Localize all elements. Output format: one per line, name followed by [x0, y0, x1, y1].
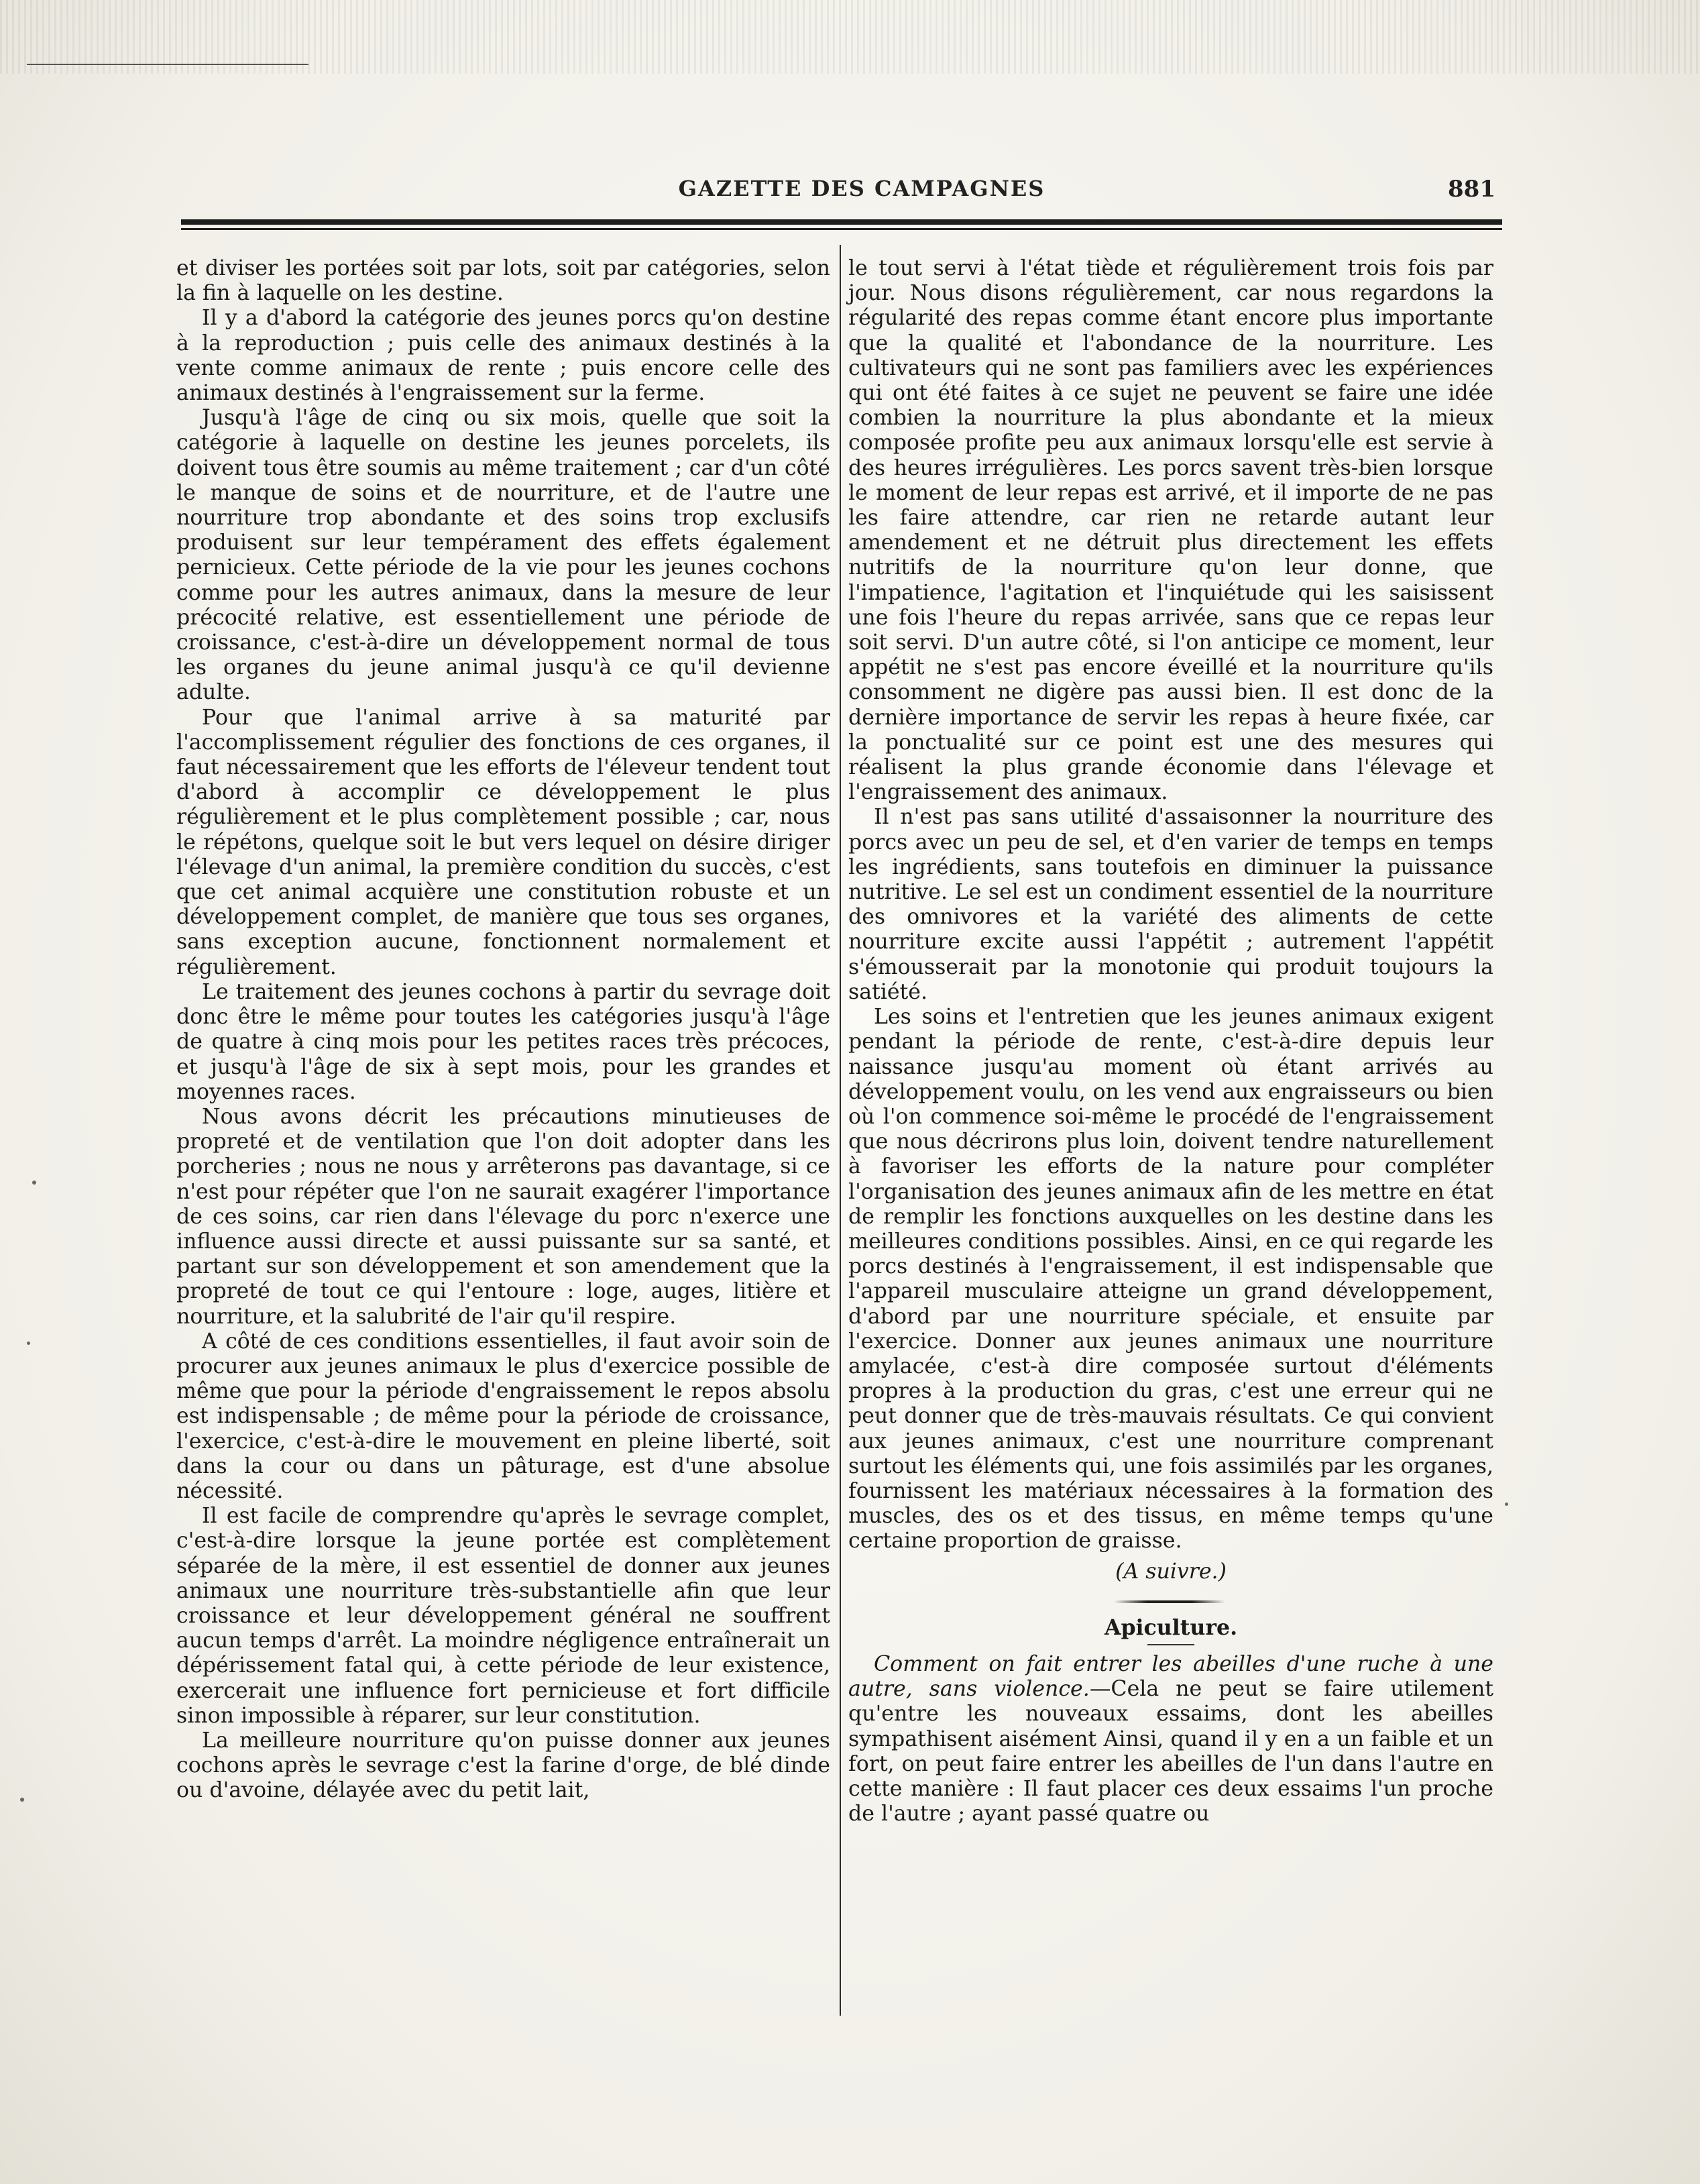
scan-speck [1505, 1503, 1508, 1506]
paragraph: Il n'est pas sans utilité d'assaisonner la nourriture des porcs avec un peu de sel, et d'en varier de temps en temps les ingrédients, sans toutefois en diminuer la puissance nutritive. Le sel est un condiment essentiel de la nourriture des omnivores et la variété des aliments de cette nourriture excite aussi l'appétit ; autrement l'appétit s'émousserait par la monotonie qui produit toujours la satiété. [848, 805, 1493, 1004]
paragraph: Le traitement des jeunes cochons à partir du sevrage doit donc être le même pour toutes les catégories jusqu'à l'âge de quatre à cinq mois pour les petites races très précoces, et jusqu'à l'âge de six à sept mois, pour les grandes et moyennes races. [176, 979, 830, 1104]
scan-noise-top [0, 0, 1700, 74]
page-number: 881 [1448, 176, 1495, 203]
section-separator [848, 1591, 1493, 1614]
paragraph: La meilleure nourriture qu'on puisse donner aux jeunes cochons après le sevrage c'est la farine d'orge, de blé dinde ou d'avoine, délayée avec du petit lait, [176, 1728, 830, 1803]
scan-speck [32, 1181, 36, 1185]
apiculture-text: —Cela ne peut se faire utilement qu'entre les nouveaux essaims, dont les abeilles sympathisent aisément Ainsi, quand il y en a un faible et un fort, on peut faire entrer les abeilles de l'un dans l'autre en cette manière : Il faut placer ces deux essaims l'un proche de l'autre ; ayant passé quatre ou [848, 1677, 1493, 1826]
paragraph: Les soins et l'entretien que les jeunes animaux exigent pendant la période de rente, c'est-à-dire depuis leur naissance jusqu'au moment où étant arrivés au développement voulu, on les vend aux engraisseurs ou bien où l'on commence soi-même le procédé de l'engraissement que nous décrirons plus loin, doivent tendre naturellement à favoriser les efforts de la nature pour compléter l'organisation des jeunes animaux afin de les mettre en état de remplir les fonctions auxquelles on les destine dans les meilleures conditions possibles. Ainsi, en ce qui regarde les porcs destinés à l'engraissement, il est indispensable que l'appareil musculaire atteigne un grand développement, d'abord par une nourriture spéciale, et ensuite par l'exercice. Donner aux jeunes animaux une nourriture amylacée, c'est-à dire composée surtout d'éléments propres à la production du gras, c'est une erreur qui ne peut donner que de très-mauvais résultats. Ce qui convient aux jeunes animaux, c'est une nourriture comprenant surtout les éléments qui, une fois assimilés par les organes, fournissent les matériaux nécessaires à la formation des muscles, des os et des tissus, en même temps qu'une certaine proportion de graisse. [848, 1005, 1493, 1553]
paragraph: Jusqu'à l'âge de cinq ou six mois, quelle que soit la catégorie à laquelle on destine les jeunes porcelets, ils doivent tous être soumis au même traitement ; car d'un côté le manque de soins et de nourriture, et de l'autre une nourriture trop abondante et des soins trop exclusifs produisent sur leur tempérament des effets également pernicieux. Cette période de la vie pour les jeunes cochons comme pour les autres animaux, dans la mesure de leur précocité relative, est essentiellement une période de croissance, c'est-à-dire un développement normal de tous les organes du jeune animal jusqu'à ce qu'il devienne adulte. [176, 406, 830, 705]
title-underline [1147, 1644, 1194, 1645]
scan-edge-line [27, 64, 308, 65]
scan-speck [20, 1798, 24, 1802]
header-rule-thick [181, 219, 1502, 225]
apiculture-lead: Comment on fait entrer les abeilles d'une ruche à une autre, sans violence. [848, 1651, 1493, 1702]
left-column [176, 256, 830, 1804]
paragraph: le tout servi à l'état tiède et régulièrement trois fois par jour. Nous disons régulièrement, car nous regardons la régularité des repas comme étant encore plus importante que la qualité et l'abondance de la nourriture. Les cultivateurs qui ne sont pas familiers avec les expériences qui ont été faites à ce sujet ne peuvent se faire une idée combien la nourriture la plus abondante et la mieux composée profite peu aux animaux lorsqu'elle est servie à des heures irrégulières. Les porcs savent très-bien lorsque le moment de leur repas est arrivé, et il importe de ne pas les faire attendre, car rien ne retarde autant leur amendement et ne détruit plus directement les effets nutritifs de la nourriture qu'on leur donne, que l'impatience, l'agitation et l'inquiétude qui les saisissent une fois l'heure du repas arrivée, sans que ce repas leur soit servi. D'un autre côté, si l'on anticipe ce moment, leur appétit ne s'est pas encore éveillé et la nourriture qu'ils consomment ne digère pas aussi bien. Il est donc de la dernière importance de servir les repas à heure fixée, car la ponctualité sur ce point est une des mesures qui réalisent la plus grande économie dans l'élevage et l'engraissement des animaux. [848, 256, 1493, 805]
paragraph: et diviser les portées soit par lots, soit par catégories, selon la fin à laquelle on les destine. [176, 256, 830, 306]
section-title: Apiculture. [1104, 1615, 1238, 1640]
right-column [848, 256, 1493, 1826]
separator-rule [1114, 1600, 1225, 1603]
paragraph: A côté de ces conditions essentielles, il faut avoir soin de procurer aux jeunes animaux le plus d'exercice possible de même que pour la période d'engraissement le repos absolu est indispensable ; de même pour la période de croissance, l'exercice, c'est-à-dire le mouvement en pleine liberté, soit dans la cour ou dans un pâturage, est d'une absolue nécessité. [176, 1329, 830, 1503]
header-rule-thin [181, 228, 1502, 230]
paragraph: Il y a d'abord la catégorie des jeunes porcs qu'on destine à la reproduction ; puis celle des animaux destinés à la vente comme animaux de rente ; puis encore celle des animaux destinés à l'engraissement sur la ferme. [176, 306, 830, 406]
running-title: GAZETTE DES CAMPAGNES [678, 176, 1045, 201]
paragraph: Nous avons décrit les précautions minutieuses de propreté et de ventilation que l'on doit adopter dans les porcheries ; nous ne nous y arrêterons pas davantage, si ce n'est pour répéter que l'on ne saurait exagérer l'importance de ces soins, car rien dans l'élevage du porc n'exerce une influence aussi directe et aussi puissante sur sa santé, et partant sur son développement et son amendement que la propreté de tout ce qui l'entoure : loge, auges, litière et nourriture, et la salubrité de l'air qu'il respire. [176, 1104, 830, 1329]
scan-speck [27, 1342, 30, 1345]
apiculture-paragraph [848, 1652, 1493, 1826]
to-be-continued: (A suivre.) [1115, 1559, 1227, 1584]
column-divider [840, 245, 841, 2016]
paragraph: Il est facile de comprendre qu'après le sevrage complet, c'est-à-dire lorsque la jeune portée est complètement séparée de la mère, il est essentiel de donner aux jeunes animaux une nourriture très-substantielle afin que leur croissance et leur développement général ne souffrent aucun temps d'arrêt. La moindre négligence entraînerait un dépérissement fatal qui, à cette période de leur existence, exercerait une influence fort pernicieuse et fort difficile sinon impossible à réparer, sur leur constitution. [176, 1504, 830, 1728]
paragraph: Pour que l'animal arrive à sa maturité par l'accomplissement régulier des fonctions de ces organes, il faut nécessairement que les efforts de l'éleveur tendent tout d'abord à accomplir ce développement le plus régulièrement et le plus complètement possible ; car, nous le répétons, quelque soit le but vers lequel on désire diriger l'élevage d'un animal, la première condition du succès, c'est que cet animal acquière une constitution robuste et un développement complet, de manière que tous ses organes, sans exception aucune, fonctionnent normalement et régulièrement. [176, 705, 830, 979]
